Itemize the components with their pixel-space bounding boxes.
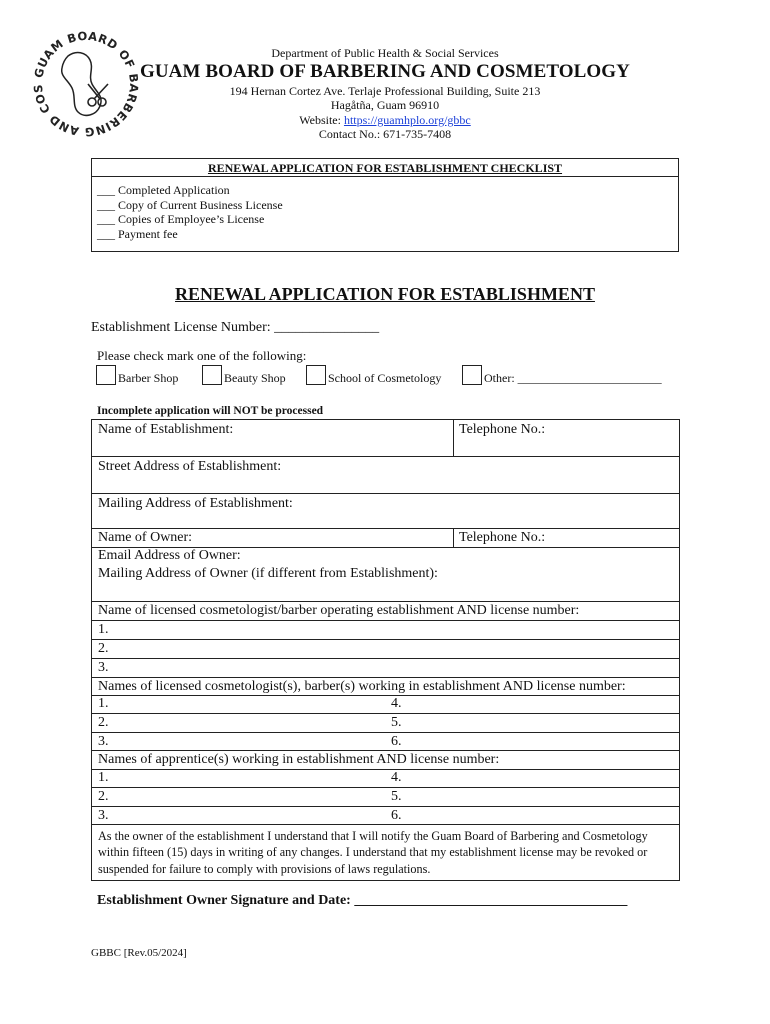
establishment-name-label: Name of Establishment: xyxy=(98,422,234,437)
operator-header-row xyxy=(92,602,679,621)
board-website xyxy=(160,113,610,128)
line-number: 6. xyxy=(391,808,402,823)
worker-row[interactable] xyxy=(92,696,679,714)
mailing-address-label: Mailing Address of Establishment: xyxy=(98,496,293,511)
checkbox[interactable] xyxy=(462,365,482,385)
checklist-item: ___ Completed Application xyxy=(97,183,230,197)
owner-mailing-label: Mailing Address of Owner (if different from Establishment): xyxy=(98,566,438,581)
establishment-type-options xyxy=(96,365,696,387)
apprentice-header-row xyxy=(92,751,679,770)
line-number: 4. xyxy=(391,696,402,711)
renewal-checklist xyxy=(91,158,679,252)
board-title: GUAM BOARD OF BARBERING AND COSMETOLOGY xyxy=(139,61,631,82)
application-form xyxy=(91,419,680,881)
website-link[interactable]: https://guamhplo.org/gbbc xyxy=(343,113,471,127)
operator-header: Name of licensed cosmetologist/barber operating establishment AND license number: xyxy=(98,603,580,618)
owner-name-row[interactable] xyxy=(92,529,679,548)
operator-row[interactable] xyxy=(92,659,679,678)
line-number: 1. xyxy=(98,622,109,637)
line-number: 2. xyxy=(98,641,109,656)
line-number: 3. xyxy=(98,734,109,749)
apprentice-row[interactable] xyxy=(92,788,679,807)
department-name: Department of Public Health & Social Services xyxy=(271,46,499,60)
mailing-address-row[interactable] xyxy=(92,494,679,529)
checkbox[interactable] xyxy=(202,365,222,385)
street-address-row[interactable] xyxy=(92,457,679,494)
worker-row[interactable] xyxy=(92,733,679,751)
line-number: 2. xyxy=(98,715,109,730)
checklist-title: RENEWAL APPLICATION FOR ESTABLISHMENT CHECKLIST xyxy=(207,161,563,175)
check-prompt: Please check mark one of the following: xyxy=(97,348,307,363)
column-divider xyxy=(453,420,454,456)
checklist-divider xyxy=(92,176,678,177)
checklist-item: ___ Copies of Employee’s License xyxy=(97,212,265,227)
street-address-label: Street Address of Establishment: xyxy=(98,459,282,474)
line-number: 6. xyxy=(391,734,402,749)
owner-name-label: Name of Owner: xyxy=(98,530,193,545)
owner-email-label: Email Address of Owner: xyxy=(98,548,241,563)
license-number-field[interactable]: Establishment License Number: _______________ xyxy=(91,320,380,335)
checklist-item: ___ Payment fee xyxy=(97,226,178,241)
apprentice-row[interactable] xyxy=(92,770,679,788)
worker-row[interactable] xyxy=(92,714,679,733)
operator-row[interactable] xyxy=(92,621,679,640)
line-number: 3. xyxy=(98,660,109,675)
checklist-items xyxy=(97,183,283,241)
svg-text:GUAM BOARD OF BARBERING AND CO: GUAM BOARD OF BARBERING AND COS xyxy=(30,28,142,140)
workers-header: Names of licensed cosmetologist(s), barber(s) working in establishment AND license number: xyxy=(98,679,626,694)
incomplete-warning: Incomplete application will NOT be processed xyxy=(97,405,324,417)
option-beauty-shop[interactable]: Beauty Shop xyxy=(202,365,286,385)
board-seal-logo xyxy=(28,26,144,142)
line-number: 1. xyxy=(98,696,109,711)
owner-acknowledgement: As the owner of the establishment I understand that I will notify the Guam Board of Barbering and Cosmetology within fifteen (15) days in writing of any changes. I understand that my establishment license may be revoked or suspended for failure to comply with provisions of laws regulations. xyxy=(98,829,648,876)
line-number: 4. xyxy=(391,770,402,785)
option-barber-shop[interactable]: Barber Shop xyxy=(96,365,178,385)
option-school-of-cosmetology[interactable]: School of Cosmetology xyxy=(306,365,441,385)
workers-header-row xyxy=(92,678,679,696)
checkbox[interactable] xyxy=(96,365,116,385)
checklist-item: ___ Copy of Current Business License xyxy=(97,197,283,212)
form-title: RENEWAL APPLICATION FOR ESTABLISHMENT xyxy=(175,284,595,304)
line-number: 1. xyxy=(98,770,109,785)
revision-code: GBBC [Rev.05/2024] xyxy=(91,947,187,959)
owner-mailing-row[interactable] xyxy=(92,566,679,602)
column-divider xyxy=(453,529,454,547)
signature-date-field[interactable]: Establishment Owner Signature and Date: _______________________________________ xyxy=(97,893,628,908)
apprentice-row[interactable] xyxy=(92,807,679,825)
operator-row[interactable] xyxy=(92,640,679,659)
website-label: Website: xyxy=(299,113,344,127)
board-contact: Contact No.: 671-735-7408 xyxy=(318,127,452,141)
option-other[interactable]: Other: ________________________ xyxy=(462,365,662,385)
checkbox[interactable] xyxy=(306,365,326,385)
telephone-label: Telephone No.: xyxy=(459,422,546,437)
line-number: 2. xyxy=(98,789,109,804)
line-number: 5. xyxy=(391,715,402,730)
owner-telephone-label: Telephone No.: xyxy=(459,530,546,545)
line-number: 3. xyxy=(98,808,109,823)
apprentice-header: Names of apprentice(s) working in establishment AND license number: xyxy=(98,752,500,767)
owner-email-row[interactable] xyxy=(92,548,679,566)
line-number: 5. xyxy=(391,789,402,804)
board-city: Hagåtña, Guam 96910 xyxy=(330,98,440,112)
establishment-name-row[interactable] xyxy=(92,420,679,457)
board-address: 194 Hernan Cortez Ave. Terlaje Professional Building, Suite 213 xyxy=(229,84,541,98)
